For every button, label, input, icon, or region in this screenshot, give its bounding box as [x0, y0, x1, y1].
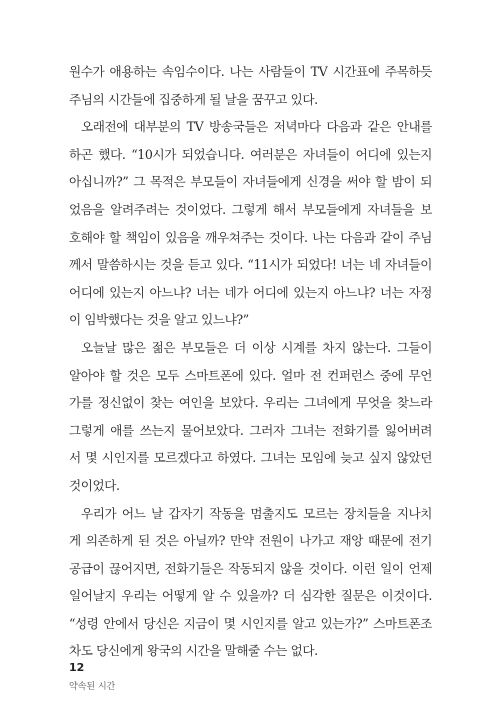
text-line: 일어날지 우리는 어떻게 알 수 있을까? 더 심각한 질문은 이것이다.: [69, 588, 432, 604]
text-line: 알아야 할 것은 모두 스마트폰에 있다. 얼마 전 컨퍼런스 중에 무언: [69, 367, 432, 383]
text-line: 었음을 알려주려는 것이었다. 그렇게 해서 부모들에게 자녀들을 보: [69, 201, 432, 217]
text-line: 하곤 했다. “10시가 되었습니다. 여러분은 자녀들이 어디에 있는지: [69, 146, 432, 162]
text-line: 이 임박했다는 것을 알고 있느냐?”: [69, 312, 249, 328]
text-line: 원수가 애용하는 속임수이다. 나는 사람들이 TV 시간표에 주목하듯: [69, 64, 432, 79]
text-line: 오늘날 많은 젊은 부모들은 더 이상 시계를 차지 않는다. 그들이: [81, 339, 432, 355]
text-line: 것이었다.: [69, 477, 120, 493]
page-number: 12: [69, 661, 85, 674]
text-line: “성령 안에서 당신은 지금이 몇 시인지를 알고 있는가?” 스마트폰조: [69, 615, 432, 631]
text-line: 주님의 시간들에 집중하게 될 날을 꿈꾸고 있다.: [69, 91, 318, 107]
text-line: 가를 정신없이 찾는 여인을 보았다. 우리는 그녀에게 무엇을 찾느라: [69, 395, 432, 411]
text-line: 께서 말씀하시는 것을 듣고 있다. “11시가 되었다! 너는 네 자녀들이: [69, 257, 432, 273]
book-title: 약속된 시간: [69, 682, 116, 692]
body-text: [69, 58, 432, 665]
text-line: 오래전에 대부분의 TV 방송국들은 저녁마다 다음과 같은 안내를: [81, 119, 432, 135]
text-line: 우리가 어느 날 갑자기 작동을 멈출지도 모르는 장치들을 지나치: [81, 505, 432, 521]
text-line: 차도 당신에게 왕국의 시간을 말해줄 수는 없다.: [69, 643, 318, 659]
text-line: 호해야 할 책임이 있음을 깨우쳐주는 것이다. 나는 다음과 같이 주님: [69, 229, 432, 245]
text-line: 공급이 끊어지면, 전화기들은 작동되지 않을 것이다. 이런 일이 언제: [69, 560, 432, 576]
text-line: 서 몇 시인지를 모르겠다고 하였다. 그녀는 모임에 늦고 싶지 않았던: [69, 450, 432, 466]
text-line: 어디에 있는지 아느냐? 너는 네가 어디에 있는지 아느냐? 너는 자정: [69, 284, 432, 300]
text-line: 그렇게 애를 쓰는지 물어보았다. 그러자 그녀는 전화기를 잃어버려: [69, 422, 432, 438]
text-line: 게 의존하게 된 것은 아닐까? 만약 전원이 나가고 재앙 때문에 전기: [69, 533, 432, 549]
text-line: 아십니까?” 그 목적은 부모들이 자녀들에게 신경을 써야 할 밤이 되: [69, 174, 432, 190]
